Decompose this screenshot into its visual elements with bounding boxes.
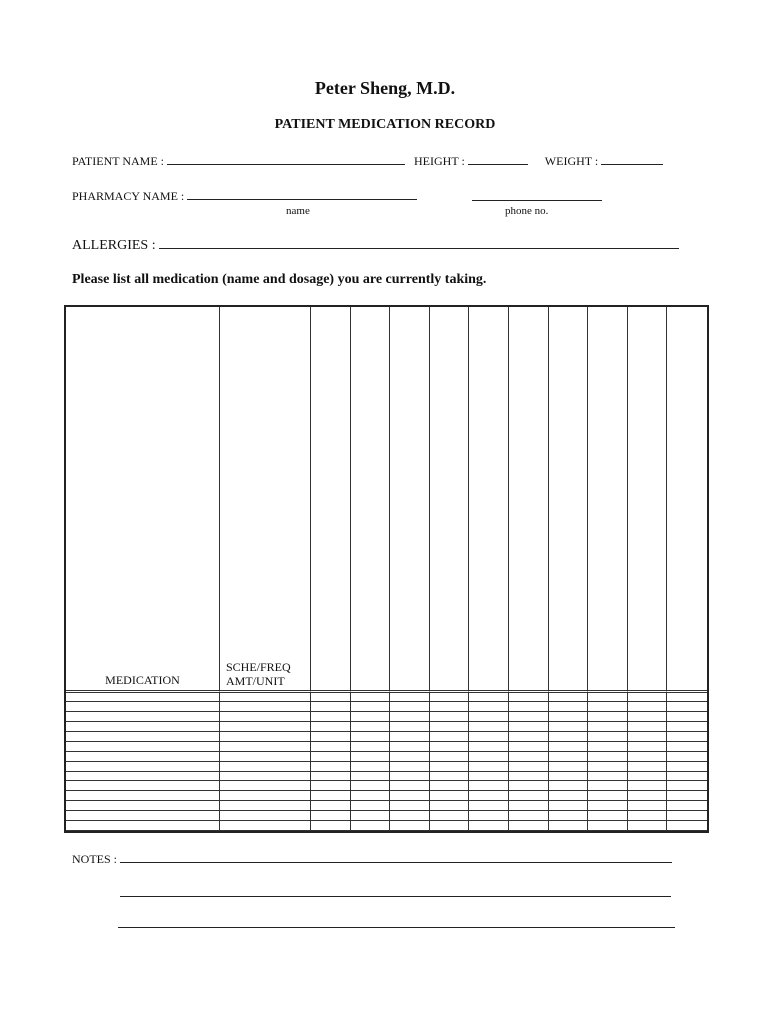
- allergies-field[interactable]: [159, 236, 679, 249]
- notes-field-line-2[interactable]: [120, 885, 671, 897]
- table-row: [66, 821, 707, 831]
- dose-check-cell[interactable]: [628, 712, 668, 722]
- dose-check-cell[interactable]: [351, 702, 391, 712]
- dose-check-cell[interactable]: [667, 772, 707, 782]
- pharmacy-name-label: PHARMACY NAME :: [72, 189, 185, 203]
- pharmacy-name-field[interactable]: [187, 188, 417, 200]
- schedule-cell[interactable]: [220, 821, 311, 831]
- dose-check-cell[interactable]: [628, 722, 668, 732]
- dose-check-cell[interactable]: [311, 712, 351, 722]
- dose-check-cell[interactable]: [549, 762, 589, 772]
- table-row: [66, 752, 707, 762]
- pharmacy-row: [72, 188, 417, 204]
- dose-check-cell[interactable]: [311, 791, 351, 801]
- dose-check-cell[interactable]: [667, 712, 707, 722]
- dose-check-cell[interactable]: [509, 742, 549, 752]
- dose-check-cell[interactable]: [390, 801, 430, 811]
- table-row: [66, 811, 707, 821]
- medication-cell[interactable]: [66, 722, 220, 732]
- dose-check-cell[interactable]: [588, 722, 628, 732]
- schedule-cell[interactable]: [220, 772, 311, 782]
- date-header-cell[interactable]: [390, 307, 430, 693]
- dose-check-cell[interactable]: [628, 801, 668, 811]
- dose-check-cell[interactable]: [311, 762, 351, 772]
- dose-check-cell[interactable]: [588, 693, 628, 703]
- dose-check-cell[interactable]: [469, 732, 509, 742]
- date-header-cell[interactable]: [351, 307, 391, 693]
- dose-check-cell[interactable]: [667, 781, 707, 791]
- dose-check-cell[interactable]: [509, 801, 549, 811]
- dose-check-cell[interactable]: [311, 693, 351, 703]
- dose-check-cell[interactable]: [549, 732, 589, 742]
- dose-check-cell[interactable]: [588, 781, 628, 791]
- dose-check-cell[interactable]: [549, 811, 589, 821]
- dose-check-cell[interactable]: [469, 801, 509, 811]
- dose-check-cell[interactable]: [469, 752, 509, 762]
- dose-check-cell[interactable]: [430, 801, 470, 811]
- dose-check-cell[interactable]: [390, 722, 430, 732]
- height-field[interactable]: [468, 153, 528, 165]
- schedule-cell[interactable]: [220, 722, 311, 732]
- dose-check-cell[interactable]: [628, 821, 668, 831]
- dose-check-cell[interactable]: [549, 712, 589, 722]
- dose-check-cell[interactable]: [667, 742, 707, 752]
- dose-check-cell[interactable]: [311, 702, 351, 712]
- dose-check-cell[interactable]: [549, 821, 589, 831]
- dose-check-cell[interactable]: [509, 693, 549, 703]
- dose-check-cell[interactable]: [628, 772, 668, 782]
- dose-check-cell[interactable]: [588, 791, 628, 801]
- dose-check-cell[interactable]: [351, 801, 391, 811]
- schedule-header-line2: AMT/UNIT: [226, 673, 285, 688]
- medication-cell[interactable]: [66, 791, 220, 801]
- dose-check-cell[interactable]: [588, 772, 628, 782]
- dose-check-cell[interactable]: [549, 702, 589, 712]
- dose-check-cell[interactable]: [667, 702, 707, 712]
- dose-check-cell[interactable]: [430, 811, 470, 821]
- dose-check-cell[interactable]: [430, 791, 470, 801]
- dose-check-cell[interactable]: [588, 732, 628, 742]
- allergies-label: ALLERGIES :: [72, 238, 156, 253]
- dose-check-cell[interactable]: [549, 791, 589, 801]
- dose-check-cell[interactable]: [390, 712, 430, 722]
- dose-check-cell[interactable]: [509, 791, 549, 801]
- name-caption: name: [286, 205, 310, 217]
- dose-check-cell[interactable]: [469, 693, 509, 703]
- dose-check-cell[interactable]: [667, 801, 707, 811]
- schedule-cell[interactable]: [220, 693, 311, 703]
- medication-cell[interactable]: [66, 702, 220, 712]
- dose-check-cell[interactable]: [469, 811, 509, 821]
- medication-cell[interactable]: [66, 781, 220, 791]
- date-header-cell[interactable]: [469, 307, 509, 693]
- medication-cell[interactable]: [66, 693, 220, 703]
- dose-check-cell[interactable]: [667, 791, 707, 801]
- dose-check-cell[interactable]: [469, 791, 509, 801]
- patient-name-label: PATIENT NAME :: [72, 154, 165, 168]
- dose-check-cell[interactable]: [390, 821, 430, 831]
- patient-name-field[interactable]: [167, 153, 405, 165]
- table-row: [66, 762, 707, 772]
- notes-row: [72, 851, 672, 867]
- dose-check-cell[interactable]: [469, 712, 509, 722]
- dose-check-cell[interactable]: [469, 742, 509, 752]
- medication-table: [64, 305, 709, 833]
- dose-check-cell[interactable]: [549, 801, 589, 811]
- schedule-cell[interactable]: [220, 742, 311, 752]
- dose-check-cell[interactable]: [390, 791, 430, 801]
- dose-check-cell[interactable]: [509, 762, 549, 772]
- dose-check-cell[interactable]: [351, 781, 391, 791]
- dose-check-cell[interactable]: [351, 762, 391, 772]
- dose-check-cell[interactable]: [509, 781, 549, 791]
- weight-field[interactable]: [601, 153, 663, 165]
- dose-check-cell[interactable]: [588, 702, 628, 712]
- dose-check-cell[interactable]: [588, 801, 628, 811]
- table-row: [66, 742, 707, 752]
- schedule-header-line1: SCHE/FREQ: [226, 659, 291, 674]
- dose-check-cell[interactable]: [549, 742, 589, 752]
- dose-check-cell[interactable]: [628, 752, 668, 762]
- dose-check-cell[interactable]: [469, 772, 509, 782]
- dose-check-cell[interactable]: [667, 693, 707, 703]
- medication-cell[interactable]: [66, 821, 220, 831]
- dose-check-cell[interactable]: [667, 821, 707, 831]
- dose-check-cell[interactable]: [549, 772, 589, 782]
- dose-check-cell[interactable]: [628, 811, 668, 821]
- dose-check-cell[interactable]: [549, 722, 589, 732]
- instructions: Please list all medication (name and dosage) you are currently taking.: [72, 272, 487, 287]
- schedule-cell[interactable]: [220, 732, 311, 742]
- dose-check-cell[interactable]: [311, 722, 351, 732]
- dose-check-cell[interactable]: [390, 752, 430, 762]
- dose-check-cell[interactable]: [628, 762, 668, 772]
- dose-check-cell[interactable]: [351, 742, 391, 752]
- dose-check-cell[interactable]: [430, 712, 470, 722]
- dose-check-cell[interactable]: [509, 821, 549, 831]
- dose-check-cell[interactable]: [509, 722, 549, 732]
- dose-check-cell[interactable]: [390, 781, 430, 791]
- table-row: [66, 693, 707, 703]
- dose-check-cell[interactable]: [311, 811, 351, 821]
- dose-check-cell[interactable]: [311, 752, 351, 762]
- form-title: PATIENT MEDICATION RECORD: [274, 117, 496, 132]
- medication-rows: [66, 693, 707, 831]
- dose-check-cell[interactable]: [430, 742, 470, 752]
- schedule-cell[interactable]: [220, 752, 311, 762]
- notes-label: NOTES :: [72, 852, 117, 866]
- schedule-cell[interactable]: [220, 762, 311, 772]
- dose-check-cell[interactable]: [430, 722, 470, 732]
- allergies-row: [72, 236, 679, 254]
- dose-check-cell[interactable]: [430, 732, 470, 742]
- dose-check-cell[interactable]: [628, 781, 668, 791]
- notes-field-line-1[interactable]: [120, 851, 672, 863]
- table-row: [66, 791, 707, 801]
- dose-check-cell[interactable]: [390, 732, 430, 742]
- dose-check-cell[interactable]: [667, 722, 707, 732]
- dose-check-cell[interactable]: [667, 811, 707, 821]
- schedule-column-header: [220, 307, 311, 693]
- date-header-cell[interactable]: [509, 307, 549, 693]
- dose-check-cell[interactable]: [509, 752, 549, 762]
- medication-cell[interactable]: [66, 762, 220, 772]
- dose-check-cell[interactable]: [390, 693, 430, 703]
- medication-cell[interactable]: [66, 742, 220, 752]
- schedule-cell[interactable]: [220, 811, 311, 821]
- dose-check-cell[interactable]: [667, 762, 707, 772]
- dose-check-cell[interactable]: [469, 781, 509, 791]
- dose-check-cell[interactable]: [588, 821, 628, 831]
- medication-cell[interactable]: [66, 772, 220, 782]
- dose-check-cell[interactable]: [390, 772, 430, 782]
- dose-check-cell[interactable]: [351, 732, 391, 742]
- dose-check-cell[interactable]: [588, 811, 628, 821]
- dose-check-cell[interactable]: [549, 693, 589, 703]
- dose-check-cell[interactable]: [351, 811, 391, 821]
- dose-check-cell[interactable]: [311, 801, 351, 811]
- dose-check-cell[interactable]: [549, 781, 589, 791]
- dose-check-cell[interactable]: [588, 752, 628, 762]
- medication-cell[interactable]: [66, 732, 220, 742]
- dose-check-cell[interactable]: [390, 742, 430, 752]
- dose-check-cell[interactable]: [588, 762, 628, 772]
- date-header-cell[interactable]: [628, 307, 668, 693]
- table-row: [66, 722, 707, 732]
- dose-check-cell[interactable]: [469, 762, 509, 772]
- pharmacy-phone-field[interactable]: [472, 189, 602, 201]
- notes-field-line-3[interactable]: [118, 916, 675, 928]
- height-label: HEIGHT :: [414, 154, 465, 168]
- date-header-cell[interactable]: [430, 307, 470, 693]
- dose-check-cell[interactable]: [351, 821, 391, 831]
- dose-check-cell[interactable]: [390, 762, 430, 772]
- dose-check-cell[interactable]: [351, 693, 391, 703]
- weight-label: WEIGHT :: [544, 154, 599, 168]
- dose-check-cell[interactable]: [588, 712, 628, 722]
- dose-check-cell[interactable]: [351, 712, 391, 722]
- date-header-cell[interactable]: [588, 307, 628, 693]
- dose-check-cell[interactable]: [628, 693, 668, 703]
- dose-check-cell[interactable]: [311, 821, 351, 831]
- schedule-cell[interactable]: [220, 702, 311, 712]
- dose-check-cell[interactable]: [311, 742, 351, 752]
- date-header-cell[interactable]: [549, 307, 589, 693]
- dose-check-cell[interactable]: [430, 702, 470, 712]
- table-row: [66, 712, 707, 722]
- dose-check-cell[interactable]: [390, 702, 430, 712]
- dose-check-cell[interactable]: [628, 732, 668, 742]
- medication-cell[interactable]: [66, 801, 220, 811]
- date-header-cell[interactable]: [667, 307, 707, 693]
- dose-check-cell[interactable]: [430, 752, 470, 762]
- dose-check-cell[interactable]: [469, 722, 509, 732]
- dose-check-cell[interactable]: [430, 762, 470, 772]
- dose-check-cell[interactable]: [311, 772, 351, 782]
- table-row: [66, 801, 707, 811]
- medication-cell[interactable]: [66, 752, 220, 762]
- dose-check-cell[interactable]: [588, 742, 628, 752]
- table-row: [66, 702, 707, 712]
- dose-check-cell[interactable]: [509, 772, 549, 782]
- table-row: [66, 772, 707, 782]
- medication-cell[interactable]: [66, 712, 220, 722]
- dose-check-cell[interactable]: [390, 811, 430, 821]
- dose-check-cell[interactable]: [628, 742, 668, 752]
- dose-check-cell[interactable]: [311, 732, 351, 742]
- dose-check-cell[interactable]: [667, 732, 707, 742]
- schedule-cell[interactable]: [220, 801, 311, 811]
- dose-check-cell[interactable]: [628, 702, 668, 712]
- schedule-cell[interactable]: [220, 712, 311, 722]
- doctor-name: Peter Sheng, M.D.: [314, 78, 456, 98]
- dose-check-cell[interactable]: [430, 693, 470, 703]
- dose-check-cell[interactable]: [667, 752, 707, 762]
- dose-check-cell[interactable]: [430, 772, 470, 782]
- dose-check-cell[interactable]: [351, 791, 391, 801]
- dose-check-cell[interactable]: [509, 702, 549, 712]
- table-row: [66, 732, 707, 742]
- dose-check-cell[interactable]: [628, 791, 668, 801]
- dose-check-cell[interactable]: [509, 732, 549, 742]
- dose-check-cell[interactable]: [311, 781, 351, 791]
- dose-check-cell[interactable]: [351, 772, 391, 782]
- medication-column-header: MEDICATION: [66, 307, 220, 693]
- phone-caption: phone no.: [505, 205, 549, 217]
- dose-check-cell[interactable]: [509, 811, 549, 821]
- dose-check-cell[interactable]: [469, 821, 509, 831]
- dose-check-cell[interactable]: [430, 781, 470, 791]
- patient-name-row: [72, 153, 663, 169]
- dose-check-cell[interactable]: [509, 712, 549, 722]
- dose-check-cell[interactable]: [351, 722, 391, 732]
- dose-check-cell[interactable]: [469, 702, 509, 712]
- table-row: [66, 781, 707, 791]
- table-header-row: [66, 307, 707, 693]
- dose-check-cell[interactable]: [549, 752, 589, 762]
- dose-check-cell[interactable]: [351, 752, 391, 762]
- date-header-cell[interactable]: [311, 307, 351, 693]
- medication-cell[interactable]: [66, 811, 220, 821]
- dose-check-cell[interactable]: [430, 821, 470, 831]
- schedule-cell[interactable]: [220, 791, 311, 801]
- schedule-cell[interactable]: [220, 781, 311, 791]
